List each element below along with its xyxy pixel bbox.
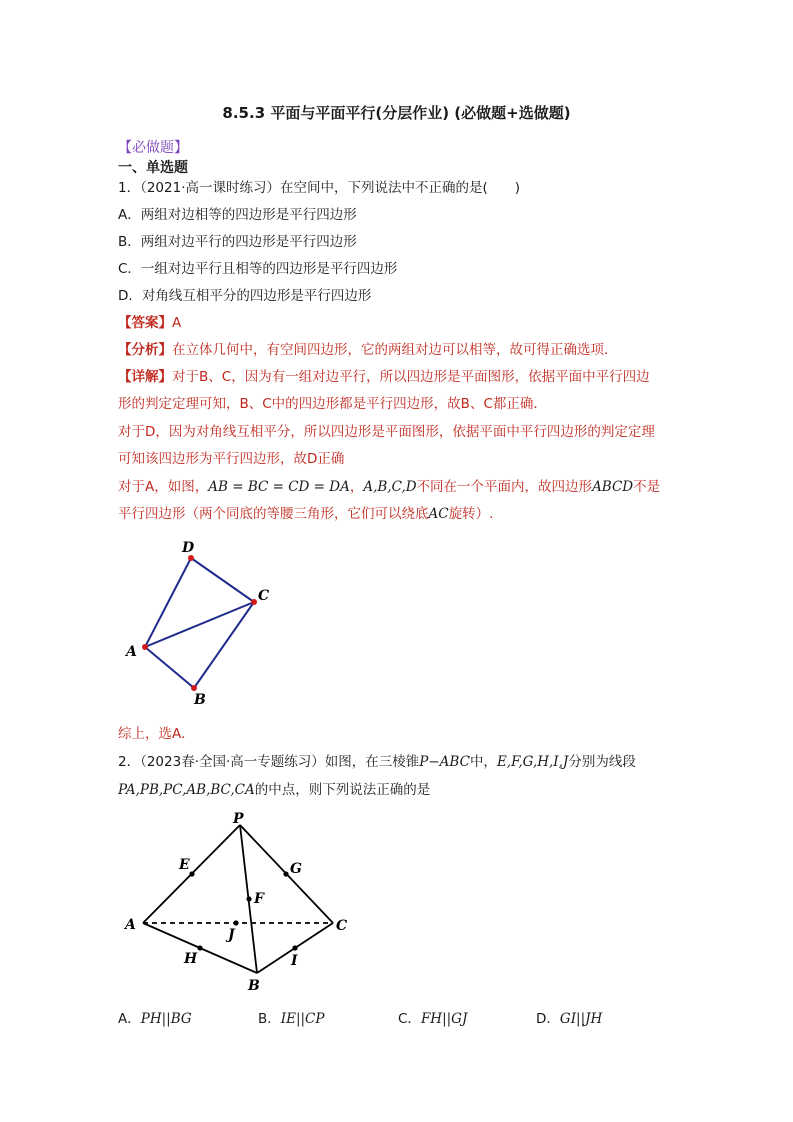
point-e bbox=[189, 871, 194, 876]
label-j: J bbox=[228, 927, 235, 943]
q1-option-b: B．两组对边平行的四边形是平行四边形 bbox=[118, 234, 357, 250]
point-a bbox=[142, 644, 148, 650]
q1-answer bbox=[118, 311, 181, 331]
q2-option-c bbox=[398, 1007, 467, 1027]
q2-stem-end: 分别为线段 bbox=[568, 754, 636, 770]
page-title: 8.5.3 平面与平面平行(分层作业) (必做题+选做题) bbox=[222, 104, 571, 122]
detail-a1-math2: A,B,C,D bbox=[363, 479, 417, 495]
q2-option-c-letter: C． bbox=[398, 1011, 421, 1027]
point-f bbox=[246, 896, 251, 901]
label-d: D bbox=[182, 540, 195, 556]
q2-option-b-letter: B． bbox=[258, 1011, 281, 1027]
label-i: I bbox=[291, 953, 298, 969]
q1-option-a: A．两组对边相等的四边形是平行四边形 bbox=[118, 207, 357, 223]
detail-a2-math: AC bbox=[428, 506, 449, 522]
q2-stem-line-2 bbox=[118, 778, 430, 798]
q1-detail-line-3: 对于D，因为对角线互相平分，所以四边形是平面图形，依据平面中平行四边形的判定定理 bbox=[118, 424, 655, 440]
detail-a1-text: 对于A，如图， bbox=[118, 479, 209, 495]
q2-option-c-math: FH||GJ bbox=[420, 1011, 468, 1027]
edge-ad bbox=[145, 558, 191, 647]
q2-option-a bbox=[118, 1007, 192, 1027]
q1-detail-line-5 bbox=[118, 475, 660, 495]
q2-option-a-letter: A． bbox=[118, 1011, 141, 1027]
q2-stem-math: P−ABC bbox=[419, 754, 470, 770]
point-c bbox=[251, 599, 257, 605]
point-i bbox=[292, 945, 297, 950]
q2-stem-line-1 bbox=[118, 750, 636, 770]
q1-conclusion: 综上，选A． bbox=[118, 726, 195, 742]
detail-a1-sep: ， bbox=[349, 479, 364, 495]
detail-a2-end: 旋转）. bbox=[448, 506, 494, 522]
detail-label: 【详解】 bbox=[118, 369, 172, 385]
q2-stem2-math: PA,PB,PC,AB,BC,CA bbox=[118, 782, 255, 798]
label-p: P bbox=[233, 811, 244, 827]
q2-option-b bbox=[258, 1007, 324, 1027]
point-b bbox=[191, 685, 197, 691]
label-a: A bbox=[126, 644, 137, 660]
q1-option-d: D．对角线互相平分的四边形是平行四边形 bbox=[118, 288, 372, 304]
answer-label: 【答案】 bbox=[118, 315, 172, 331]
q2-option-d-math: GI||JH bbox=[559, 1011, 603, 1027]
q1-option-c: C．一组对边平行且相等的四边形是平行四边形 bbox=[118, 261, 398, 277]
q1-analysis bbox=[118, 338, 618, 358]
label-h: H bbox=[184, 951, 198, 967]
q2-stem-mid: 中， bbox=[469, 754, 497, 770]
point-g bbox=[283, 871, 288, 876]
detail-a2-text: 平行四边形（两个同底的等腰三角形，它们可以绕底 bbox=[118, 506, 429, 522]
q2-stem-text: 2．（2023春·全国·高一专题练习）如图，在三棱锥 bbox=[118, 754, 420, 770]
label-b: B bbox=[194, 692, 206, 708]
q2-stem-math2: E,F,G,H,I,J bbox=[496, 754, 569, 770]
answer-value: A bbox=[172, 315, 182, 331]
q2-option-d bbox=[536, 1007, 602, 1027]
edge-ab bbox=[145, 647, 194, 688]
pyramid-figure bbox=[115, 805, 365, 1000]
analysis-text: 在立体几何中，有空间四边形，它的两组对边可以相等，故可得正确选项． bbox=[172, 342, 618, 358]
q1-stem: 1．（2021·高一课时练习）在空间中，下列说法中不正确的是( ) bbox=[118, 180, 521, 196]
q2-stem2-end: 的中点，则下列说法正确的是 bbox=[254, 782, 431, 798]
label-g: G bbox=[290, 861, 302, 877]
label-c: C bbox=[258, 588, 270, 604]
q1-detail-line-1 bbox=[118, 365, 650, 385]
q1-detail-line-4: 可知该四边形为平行四边形，故D正确 bbox=[118, 451, 345, 467]
detail-a1-math3: ABCD bbox=[592, 479, 634, 495]
detail-a1-end: 不是 bbox=[633, 479, 661, 495]
detail-a1-math: AB = BC = CD = DA bbox=[208, 479, 350, 495]
q1-detail-line-2: 形的判定定理可知，B、C中的四边形都是平行四边形，故B、C都正确． bbox=[118, 396, 547, 412]
point-j bbox=[233, 920, 238, 925]
edge-dc bbox=[191, 558, 254, 602]
q1-detail-line-6 bbox=[118, 502, 493, 522]
q2-option-a-math: PH||BG bbox=[140, 1011, 192, 1027]
section-tag: 【必做题】 bbox=[118, 140, 188, 156]
q2-option-d-letter: D． bbox=[536, 1011, 560, 1027]
label-b: B bbox=[248, 978, 260, 994]
section-heading: 一、单选题 bbox=[118, 160, 188, 176]
detail-text-1: 对于B、C，因为有一组对边平行，所以四边形是平面图形，依据平面中平行四边 bbox=[172, 369, 650, 385]
q2-option-b-math: IE||CP bbox=[280, 1011, 325, 1027]
point-h bbox=[197, 945, 202, 950]
detail-a1-tail: 不同在一个平面内，故四边形 bbox=[416, 479, 593, 495]
label-a: A bbox=[125, 917, 136, 933]
label-f: F bbox=[254, 891, 264, 907]
label-c: C bbox=[336, 918, 348, 934]
quadrilateral-figure bbox=[115, 530, 295, 710]
analysis-label: 【分析】 bbox=[118, 342, 172, 358]
label-e: E bbox=[179, 857, 190, 873]
